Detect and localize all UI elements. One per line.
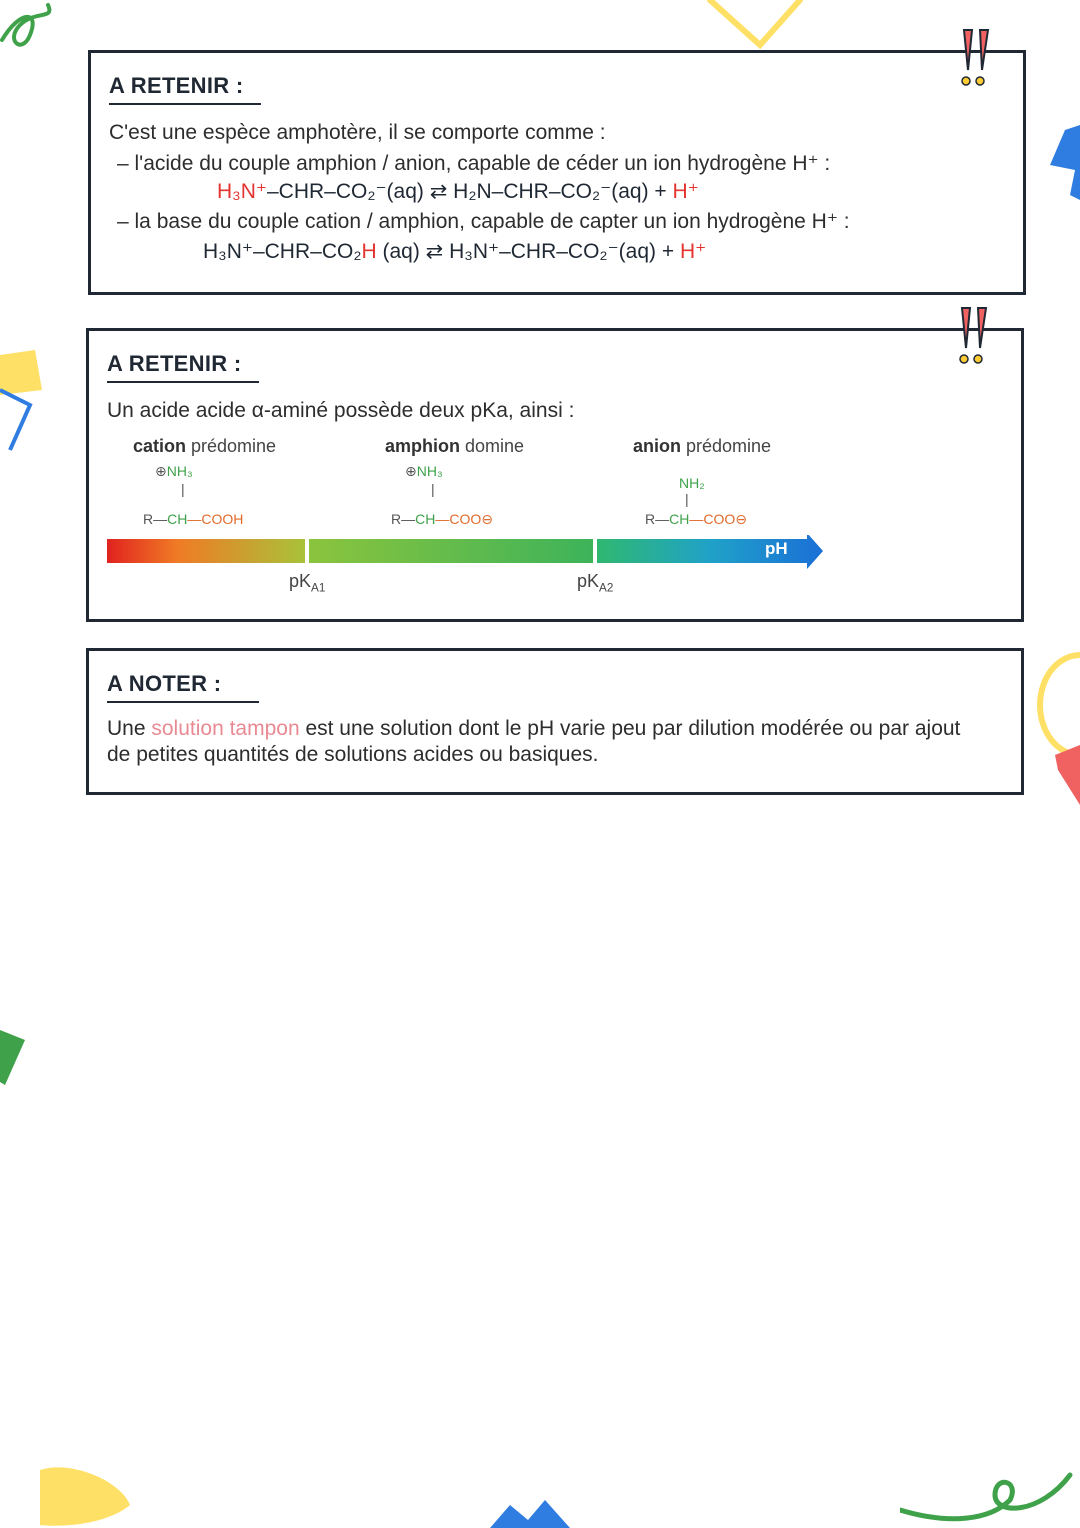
- pka1-sub: A1: [311, 581, 326, 595]
- note-pre: Une: [107, 717, 152, 740]
- green-shape-left: [0, 1020, 30, 1090]
- base-line: – la base du couple cation / amphion, capable de capter un ion hydrogène H⁺ :: [117, 210, 850, 233]
- yellow-heart-top: [700, 0, 810, 50]
- eq2-h: H: [361, 240, 377, 263]
- cation-chain: [143, 511, 243, 527]
- ph-zone-anion-arrow: [597, 535, 823, 569]
- green-scribble-bottom-right: [900, 1455, 1080, 1528]
- chain-ch: CH: [669, 511, 690, 527]
- box-title: A RETENIR :: [107, 351, 242, 376]
- plus-sign: ⊕: [155, 463, 167, 479]
- amphion-top: [405, 463, 443, 480]
- species-label-anion: [633, 436, 771, 457]
- title-underline: [107, 701, 259, 703]
- cation-bond: |: [181, 481, 185, 497]
- note-line-2: de petites quantités de solutions acides ou basiques.: [107, 743, 599, 766]
- chain-ch: CH: [167, 511, 188, 527]
- nh3: NH₃: [416, 463, 443, 479]
- species-rest: domine: [460, 436, 525, 456]
- ph-zone-amphion: [309, 539, 593, 563]
- species-rest: prédomine: [186, 436, 277, 456]
- pka1-label: [289, 571, 325, 595]
- anion-top: [679, 475, 705, 491]
- yellow-red-shape-right: [1030, 650, 1080, 810]
- acid-line: – l'acide du couple amphion / anion, capable de céder un ion hydrogène H⁺ :: [117, 152, 831, 175]
- species-bold: anion: [633, 436, 681, 456]
- noter-box: [86, 648, 1024, 795]
- pka2-text: pK: [577, 571, 600, 591]
- eq1-h3n: H₃N⁺: [217, 180, 267, 203]
- eq2-mid: (aq) ⇄ H₃N⁺–CHR–CO₂⁻(aq) +: [376, 240, 680, 263]
- yellow-blue-shape-left: [0, 350, 45, 460]
- box-title: A RETENIR :: [109, 73, 244, 98]
- blue-shape-bottom: [490, 1495, 570, 1528]
- pka2-label: [577, 571, 613, 595]
- species-bold: amphion: [385, 436, 460, 456]
- title-underline: [109, 103, 261, 105]
- alert-icon: [948, 303, 1008, 373]
- note-highlight: solution tampon: [151, 717, 300, 740]
- chain-r: R—: [645, 511, 670, 527]
- eq2-proton: H⁺: [679, 240, 707, 263]
- ph-axis-label: pH: [765, 539, 788, 558]
- chain-r: R—: [143, 511, 168, 527]
- yellow-blob-bottom-left: [30, 1460, 140, 1528]
- anion-bond: |: [685, 491, 689, 507]
- eq1-proton: H⁺: [672, 180, 699, 203]
- plus-sign: ⊕: [405, 463, 417, 479]
- cation-top: [155, 463, 193, 480]
- species-rest: prédomine: [681, 436, 772, 456]
- eq1-body: –CHR–CO₂⁻(aq) ⇄ H₂N–CHR–CO₂⁻(aq) +: [266, 180, 673, 203]
- eq2-start: H₃N⁺–CHR–CO₂: [203, 240, 362, 263]
- species-bold: cation: [133, 436, 187, 456]
- blue-shape-right: [1045, 125, 1080, 200]
- intro-text: C'est une espèce amphotère, il se comporte comme :: [109, 121, 606, 144]
- species-label-amphion: [385, 436, 524, 457]
- alert-icon: [950, 25, 1010, 95]
- chain-r: R—: [391, 511, 416, 527]
- box-title: A NOTER :: [107, 671, 222, 696]
- equation-1: [217, 179, 699, 204]
- equation-2: [203, 239, 706, 264]
- ph-zone-cation: [107, 539, 305, 563]
- pka1-text: pK: [289, 571, 312, 591]
- retenir-box-1: [88, 50, 1026, 295]
- green-scribble-top-left: [0, 0, 80, 60]
- chain-ch: CH: [415, 511, 436, 527]
- pka2-sub: A2: [599, 581, 614, 595]
- note-post: est une solution dont le pH varie peu par dilution modérée ou par ajout: [299, 717, 961, 740]
- amphion-bond: |: [431, 481, 435, 497]
- retenir-box-2: [86, 328, 1024, 622]
- chain-end: —COOH: [187, 511, 244, 527]
- ph-axis: [107, 535, 827, 575]
- anion-chain: [645, 511, 747, 528]
- chain-end: —COO⊖: [435, 511, 493, 527]
- amphion-chain: [391, 511, 493, 528]
- nh3: NH₃: [166, 463, 193, 479]
- nh2: NH₂: [679, 475, 705, 491]
- chain-end: —COO⊖: [689, 511, 747, 527]
- species-label-cation: [133, 436, 276, 457]
- title-underline: [107, 381, 259, 383]
- intro-text: Un acide acide α-aminé possède deux pKa, ainsi :: [107, 399, 575, 422]
- note-line-1: [107, 717, 960, 741]
